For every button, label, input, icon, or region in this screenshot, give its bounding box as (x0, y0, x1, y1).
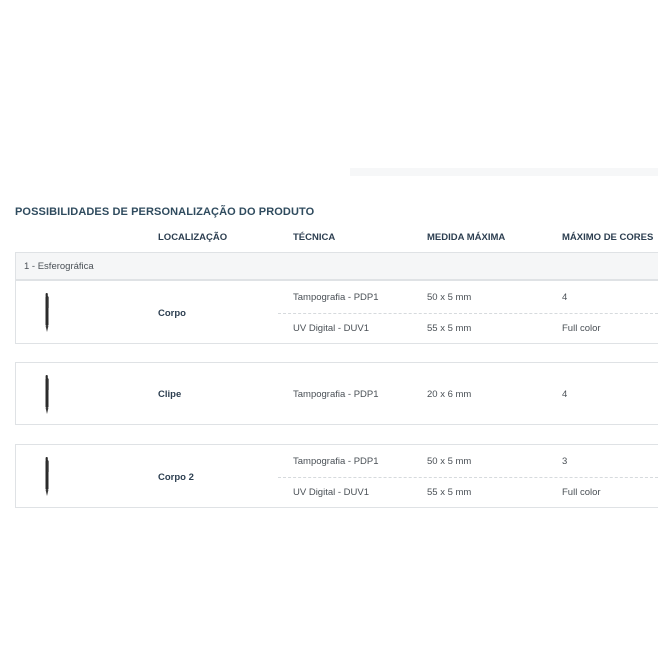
max-size-cell: 20 x 6 mm (427, 389, 472, 400)
technique-cell: Tampografia - PDP1 (293, 292, 379, 303)
row-divider (278, 477, 658, 478)
location-label: Corpo (158, 308, 186, 319)
product-group-header (15, 252, 658, 280)
technique-cell: Tampografia - PDP1 (293, 389, 379, 400)
column-header-max-colors: MÁXIMO DE CORES (562, 232, 654, 243)
ballpoint-pen-icon (42, 375, 52, 415)
ballpoint-pen-icon (42, 293, 52, 333)
ballpoint-pen-icon (42, 457, 52, 497)
max-colors-cell: Full color (562, 323, 601, 334)
location-label: Corpo 2 (158, 472, 194, 483)
section-title: POSSIBILIDADES DE PERSONALIZAÇÃO DO PRODUTO (15, 206, 315, 218)
max-colors-cell: Full color (562, 487, 601, 498)
max-size-cell: 55 x 5 mm (427, 487, 472, 498)
max-size-cell: 50 x 5 mm (427, 456, 472, 467)
personalization-block-corpo-2 (15, 444, 658, 508)
location-label: Clipe (158, 389, 182, 400)
technique-cell: UV Digital - DUV1 (293, 487, 370, 498)
max-colors-cell: 4 (562, 292, 568, 303)
top-divider-strip (350, 168, 658, 176)
technique-cell: UV Digital - DUV1 (293, 323, 370, 334)
column-header-max-size: MEDIDA MÁXIMA (427, 232, 506, 243)
max-colors-cell: 4 (562, 389, 568, 400)
max-size-cell: 55 x 5 mm (427, 323, 472, 334)
column-header-technique: TÉCNICA (293, 232, 336, 243)
max-size-cell: 50 x 5 mm (427, 292, 472, 303)
technique-cell: Tampografia - PDP1 (293, 456, 379, 467)
personalization-block-corpo (15, 280, 658, 344)
personalization-block-clipe (15, 362, 658, 425)
max-colors-cell: 3 (562, 456, 568, 467)
row-divider (278, 313, 658, 314)
product-group-label: 1 - Esferográfica (24, 261, 94, 272)
column-header-location: LOCALIZAÇÃO (158, 232, 228, 243)
